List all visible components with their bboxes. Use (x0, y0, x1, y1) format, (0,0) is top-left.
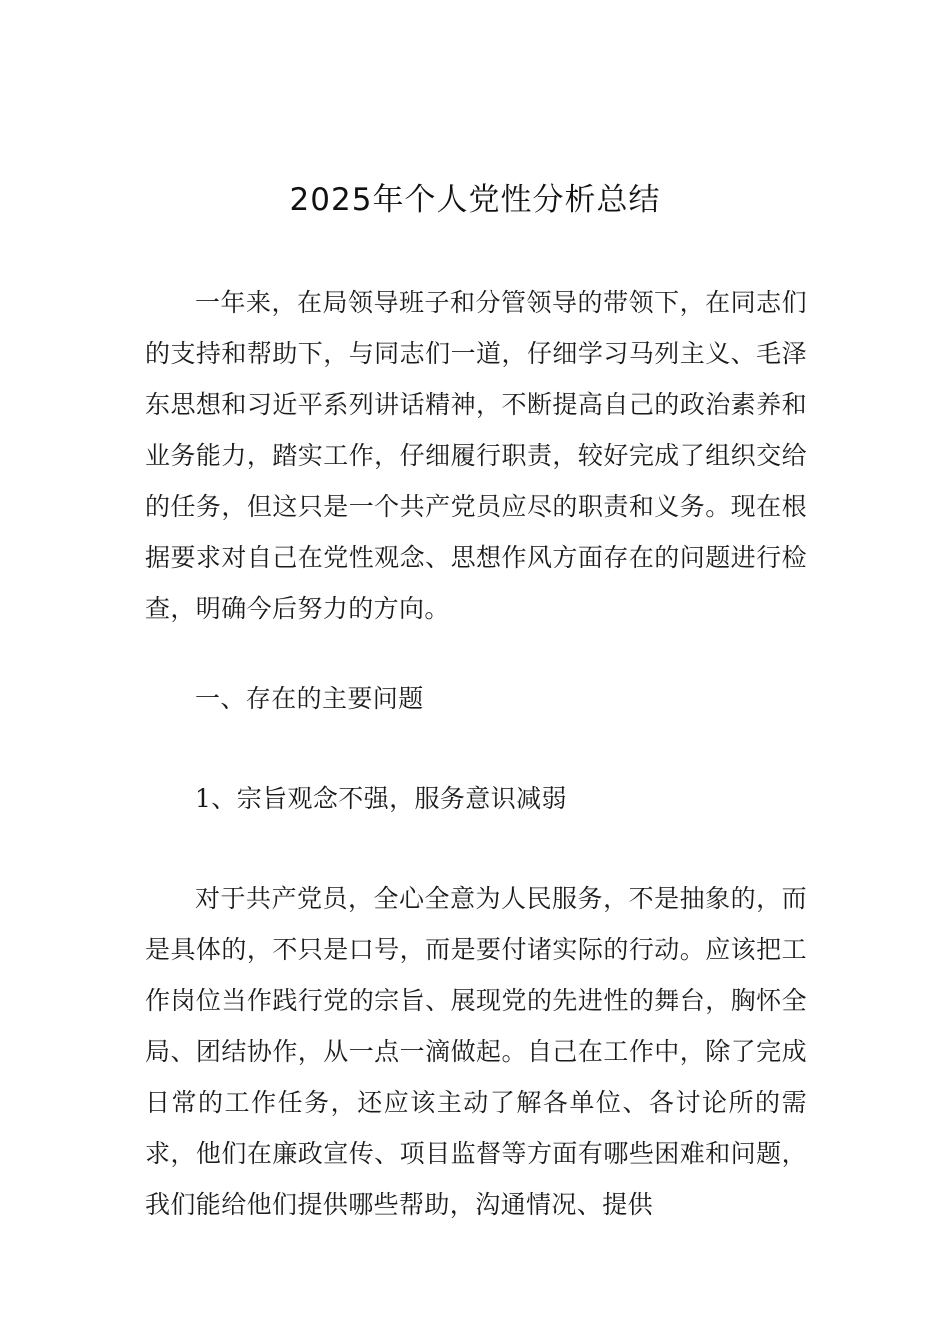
section-heading: 一、存在的主要问题 (195, 684, 424, 713)
body-paragraph: 对于共产党员，全心全意为人民服务，不是抽象的，而是具体的，不只是口号，而是要付诸实际的行动。应该把工作岗位当作践行党的宗旨、展现党的先进性的舞台，胸怀全局、团结协作，从一点一滴做起。自己在工作中，除了完成日常的工作任务，还应该主动了解各单位、各讨论所的需求，他们在廉政宣传、项目监督等方面有哪些困难和问题，我们能给他们提供哪些帮助，沟通情况、提供 (145, 884, 807, 1219)
intro-paragraph: 一年来，在局领导班子和分管领导的带领下，在同志们的支持和帮助下，与同志们一道，仔细学习马列主义、毛泽东思想和习近平系列讲话精神，不断提高自己的政治素养和业务能力，踏实工作，仔细履行职责，较好完成了组织交给的任务，但这只是一个共产党员应尽的职责和义务。现在根据要求对自己在党性观念、思想作风方面存在的问题进行检查，明确今后努力的方向。 (145, 288, 807, 623)
document-title: 2025年个人党性分析总结 (289, 182, 661, 218)
subsection-heading: 1、宗旨观念不强，服务意识减弱 (195, 784, 567, 813)
